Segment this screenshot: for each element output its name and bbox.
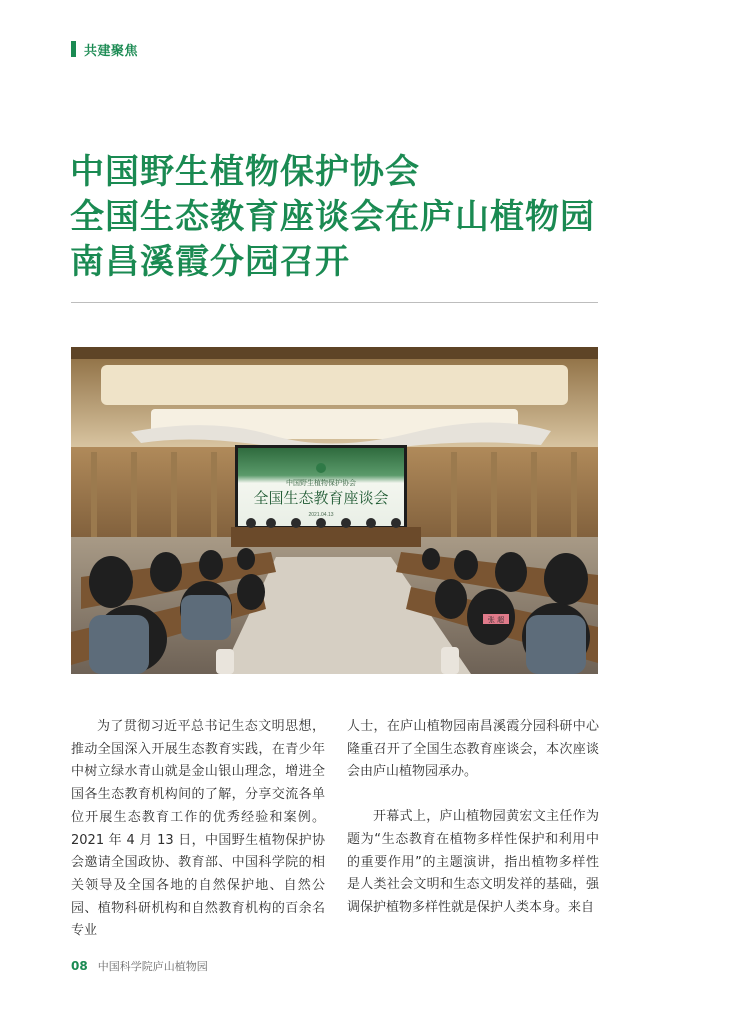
section-tag: [71, 40, 138, 58]
screen-line-2: 全国生态教育座谈会: [253, 491, 389, 507]
page-footer: [71, 958, 208, 974]
title-line-2: 全国生态教育座谈会在庐山植物园: [70, 197, 595, 237]
section-bar: [71, 41, 76, 57]
page-number: 08: [71, 959, 88, 973]
title-line-3: 南昌溪霞分园召开: [70, 242, 350, 282]
title-divider: [71, 302, 598, 303]
paragraph-intro-continued: 人士，在庐山植物园南昌溪霞分园科研中心隆重召开了全国生态教育座谈会，本次座谈会由庐山植物园承办。: [347, 719, 599, 780]
screen-date: 2021.04.13: [308, 512, 334, 518]
article-body-left: [71, 716, 325, 943]
paragraph-opening: 开幕式上，庐山植物园黄宏文主任作为题为“生态教育在植物多样性保护和利用中的重要作用”的主题演讲，指出植物多样性是人类社会文明和生态文明发祥的基础，强调保护植物多样性就是保护人类本身。来自: [347, 809, 599, 915]
article-body-right: [347, 716, 599, 920]
section-label: 共建聚焦: [84, 43, 139, 59]
article-title: [70, 150, 630, 285]
title-line-1: 中国野生植物保护协会: [70, 152, 420, 192]
publication-name: 中国科学院庐山植物园: [97, 960, 208, 973]
screen-line-1: 中国野生植物保护协会: [286, 479, 356, 487]
paragraph-intro: 为了贯彻习近平总书记生态文明思想，推动全国深入开展生态教育实践，在青少年中树立绿水青山就是金山银山理念，增进全国各生态教育机构间的了解，分享交流各单位开展生态教育工作的优秀经验和案例。2021 年 4 月 13 日，中国野生植物保护协会邀请全国政协、教育部、中国科学院的相关领导及全国各地的自然保护地、自然公园、植物科研机构和自然教育机构的百余名专业: [71, 719, 325, 939]
nameplate-text: 张 超: [487, 616, 505, 624]
conference-photo: [71, 347, 598, 674]
